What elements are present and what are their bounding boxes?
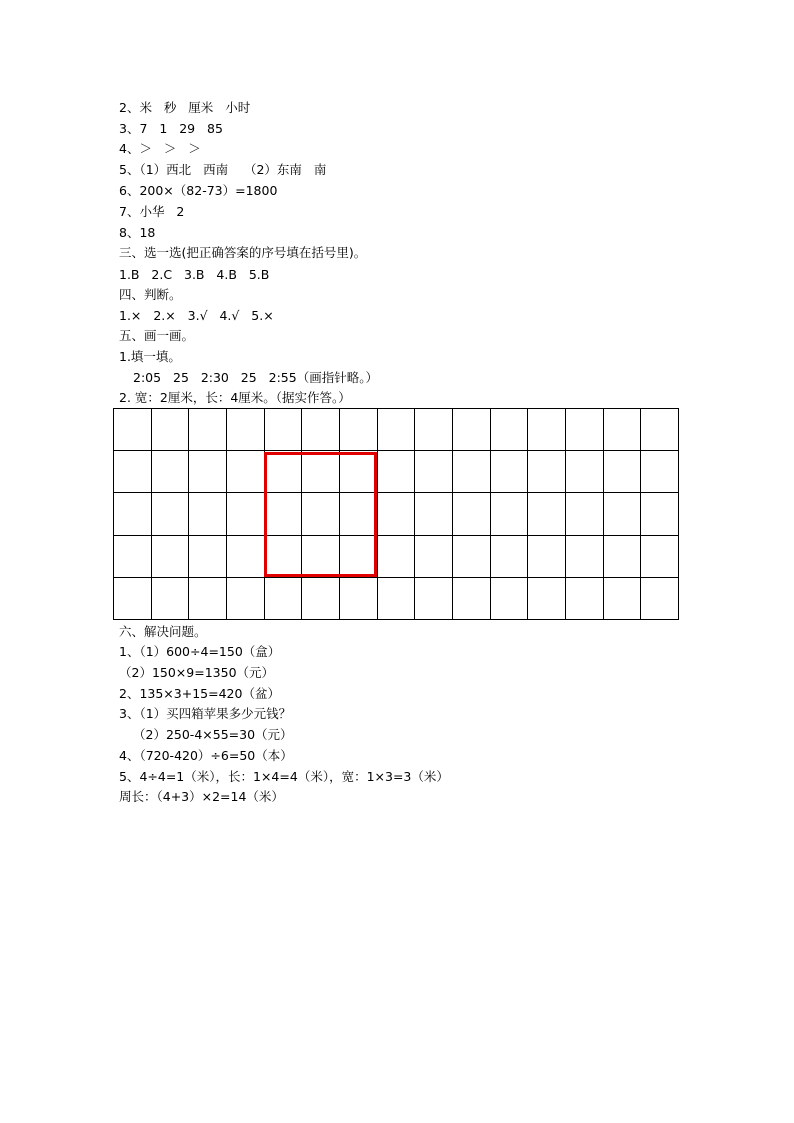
grid-cell [377,577,415,619]
grid-cell [226,577,264,619]
answer-line-4: 4、＞ ＞ ＞ [119,141,201,156]
grid-cell [452,493,490,535]
drawn-rectangle [264,452,377,577]
grid-cell [114,493,152,535]
grid-cell [377,451,415,493]
grid-row [114,451,679,493]
grid-cell [528,493,566,535]
answer-rectangle-size: 2. 宽：2厘米，长：4厘米。（据实作答。） [119,390,351,405]
solution-5: 5、4÷4=1（米），长：1×4=4（米），宽：1×3=3（米） [119,769,449,784]
grid-cell [151,577,189,619]
grid-cell [490,535,528,577]
grid-cell [565,535,603,577]
grid-cell [603,409,641,451]
grid-cell [226,451,264,493]
grid-cell [151,493,189,535]
answer-line-2: 2、米 秒 厘米 小时 [119,100,251,115]
grid-cell [641,409,679,451]
grid-cell [226,409,264,451]
solution-2: 2、135×3+15=420（盆） [119,686,280,701]
grid-cell [528,577,566,619]
grid-cell [114,577,152,619]
solution-5-perimeter: 周长：（4+3）×2=14（米） [119,789,284,804]
grid-cell [114,409,152,451]
grid-cell [528,535,566,577]
section-heading-4: 四、判断。 [119,287,182,302]
answer-clock-times: 2:05 25 2:30 25 2:55（画指针略。） [133,370,378,385]
answer-line-3: 3、7 1 29 85 [119,121,223,136]
grid-cell [565,493,603,535]
grid-cell [264,577,302,619]
grid-cell [415,535,453,577]
grid-cell [377,409,415,451]
grid-cell [151,535,189,577]
grid-cell [264,409,302,451]
grid-cell [339,577,377,619]
grid-cell [415,409,453,451]
grid-cell [189,577,227,619]
grid-cell [452,535,490,577]
grid-cell [490,451,528,493]
section-heading-3: 三、选一选(把正确答案的序号填在括号里)。 [119,245,367,260]
grid-cell [490,409,528,451]
grid-cell [452,451,490,493]
grid-cell [603,493,641,535]
grid-cell [377,535,415,577]
grid-cell [189,409,227,451]
grid-row [114,577,679,619]
grid-row [114,493,679,535]
answer-line-5: 5、（1）西北 西南 （2）东南 南 [119,162,327,177]
grid-cell [528,451,566,493]
sub-heading-fill: 1.填一填。 [119,349,181,364]
grid-cell [565,577,603,619]
solution-4: 4、（720-420）÷6=50（本） [119,748,293,763]
grid-cell [641,451,679,493]
grid-cell [226,535,264,577]
grid-cell [339,409,377,451]
solution-1-1: 1、（1）600÷4=150（盒） [119,644,281,659]
grid-cell [415,577,453,619]
section-heading-5: 五、画一画。 [119,328,195,343]
grid-cell [226,493,264,535]
grid-cell [641,493,679,535]
solution-3-2: （2）250-4×55=30（元） [133,727,293,742]
answer-judgements: 1.× 2.× 3.√ 4.√ 5.× [119,308,274,323]
grid-cell [603,451,641,493]
grid-cell [189,451,227,493]
answer-line-6: 6、200×（82-73）=1800 [119,183,278,198]
grid-cell [490,493,528,535]
grid-cell [377,493,415,535]
grid-cell [302,409,340,451]
grid-cell [415,451,453,493]
grid-cell [603,577,641,619]
grid-cell [452,409,490,451]
solution-3-1: 3、（1）买四箱苹果多少元钱？ [119,706,292,721]
grid-cell [302,577,340,619]
grid-cell [415,493,453,535]
grid-cell [641,577,679,619]
grid-cell [565,409,603,451]
grid-cell [114,535,152,577]
grid-cell [490,577,528,619]
grid-row [114,409,679,451]
grid-cell [641,535,679,577]
grid-cell [528,409,566,451]
square-grid [113,408,679,620]
grid-cell [114,451,152,493]
grid-row [114,535,679,577]
grid-cell [603,535,641,577]
section-heading-6: 六、解决问题。 [119,624,207,639]
grid-cell [151,409,189,451]
grid-cell [189,493,227,535]
answer-line-7: 7、小华 2 [119,204,185,219]
grid-cell [452,577,490,619]
answer-choices: 1.B 2.C 3.B 4.B 5.B [119,267,270,282]
grid-cell [189,535,227,577]
solution-1-2: （2）150×9=1350（元） [119,665,275,680]
grid-cell [151,451,189,493]
answer-line-8: 8、18 [119,225,156,240]
grid-cell [565,451,603,493]
